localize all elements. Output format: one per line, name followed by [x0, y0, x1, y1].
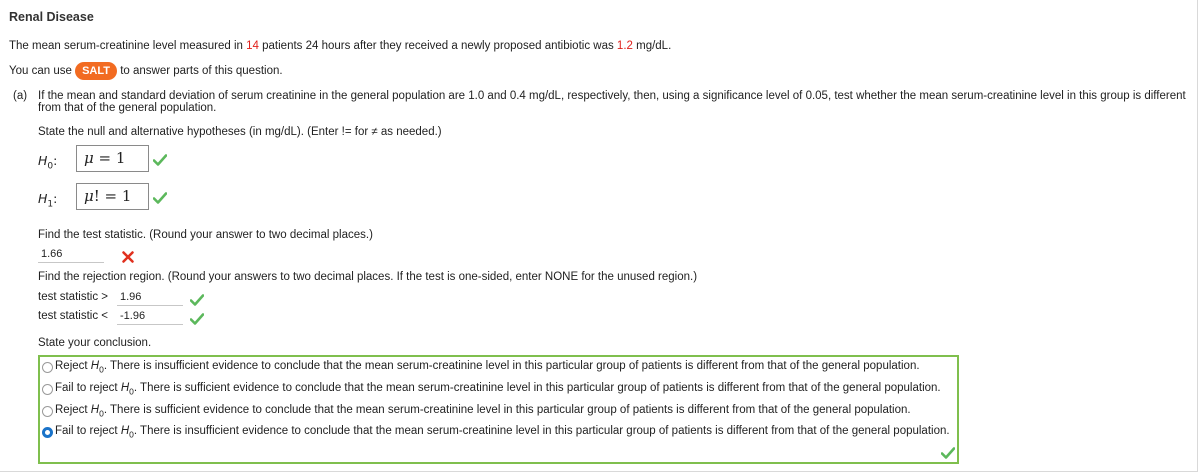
conclusion-prompt: State your conclusion.: [38, 337, 152, 349]
h1-mu-symbol: μ: [84, 187, 94, 205]
intro-text-2: patients 24 hours after they received a newly proposed antibiotic was: [258, 40, 617, 52]
h1-input[interactable]: [76, 183, 149, 210]
h1-answer-rest: ! = 1: [93, 187, 132, 205]
part-a-question-line1: If the mean and standard deviation of serum creatinine in the general population are 1.0 and 0.4 mg/dL, respectively, then, using a significance level of 0.05, test whether the mean serum-creatinine level in this group is different: [38, 90, 1186, 102]
conclusion-radio-1[interactable]: [42, 362, 53, 373]
conclusion-radio-4-selected[interactable]: [42, 427, 53, 438]
intro-text-1: The mean serum-creatinine level measured in: [9, 40, 247, 52]
part-a-label: (a): [13, 90, 28, 102]
h1-label: $H_1$:: [38, 191, 58, 210]
hypotheses-prompt: State the null and alternative hypotheses (in mg/dL). (Enter != for ≠ as needed.): [38, 126, 442, 138]
h0-correct-check-icon: [153, 154, 167, 166]
rejection-lower-input[interactable]: -1.96: [117, 308, 183, 325]
rejection-upper-label: test statistic >: [38, 291, 108, 303]
intro-text-3: mg/dL.: [632, 40, 672, 52]
rejection-lower-label: test statistic <: [38, 310, 108, 322]
rejection-upper-input[interactable]: 1.96: [117, 289, 183, 306]
salt-line-after: to answer parts of this question.: [120, 65, 283, 78]
rejection-lower-check-icon: [190, 313, 204, 325]
part-a-question-line2: from that of the general population.: [38, 102, 217, 114]
salt-line: [9, 62, 283, 80]
h0-label: $H_0$:: [38, 153, 58, 172]
rejection-upper-check-icon: [190, 294, 204, 306]
conclusion-option-2[interactable]: Fail to reject $H_0$. There is sufficient evidence to conclude that the mean serum-creatinine level in this particular group of patients is different from that of the general population.: [55, 382, 941, 397]
rejection-prompt: Find the rejection region. (Round your answers to two decimal places. If the test is one-sided, enter NONE for the unused region.): [38, 271, 698, 283]
h0-answer-rest: = 1: [93, 149, 126, 167]
test-stat-prompt: Find the test statistic. (Round your answer to two decimal places.): [38, 229, 373, 241]
sample-mean: 1.2: [616, 40, 633, 52]
salt-button[interactable]: SALT: [75, 62, 117, 80]
salt-line-before: You can use: [9, 65, 72, 78]
test-stat-input[interactable]: 1.66: [38, 246, 104, 263]
conclusion-option-1[interactable]: Reject $H_0$. There is insufficient evidence to conclude that the mean serum-creatinine level in this particular group of patients is different from that of the general population.: [55, 360, 920, 375]
conclusion-radio-2[interactable]: [42, 384, 53, 395]
conclusion-option-3[interactable]: Reject $H_0$. There is sufficient evidence to conclude that the mean serum-creatinine level in this particular group of patients is different from that of the general population.: [55, 404, 911, 419]
h0-input[interactable]: [76, 145, 149, 172]
conclusion-correct-check-icon: [941, 447, 955, 459]
question-intro: [9, 40, 671, 52]
test-stat-incorrect-x-icon: [122, 251, 134, 263]
conclusion-radio-3[interactable]: [42, 406, 53, 417]
h1-correct-check-icon: [153, 192, 167, 204]
question-title: Renal Disease: [9, 10, 94, 24]
patient-count: 14: [246, 40, 259, 52]
h0-mu-symbol: μ: [84, 149, 94, 167]
conclusion-option-4[interactable]: Fail to reject $H_0$. There is insufficient evidence to conclude that the mean serum-creatinine level in this particular group of patients is different from that of the general population.: [55, 425, 950, 440]
